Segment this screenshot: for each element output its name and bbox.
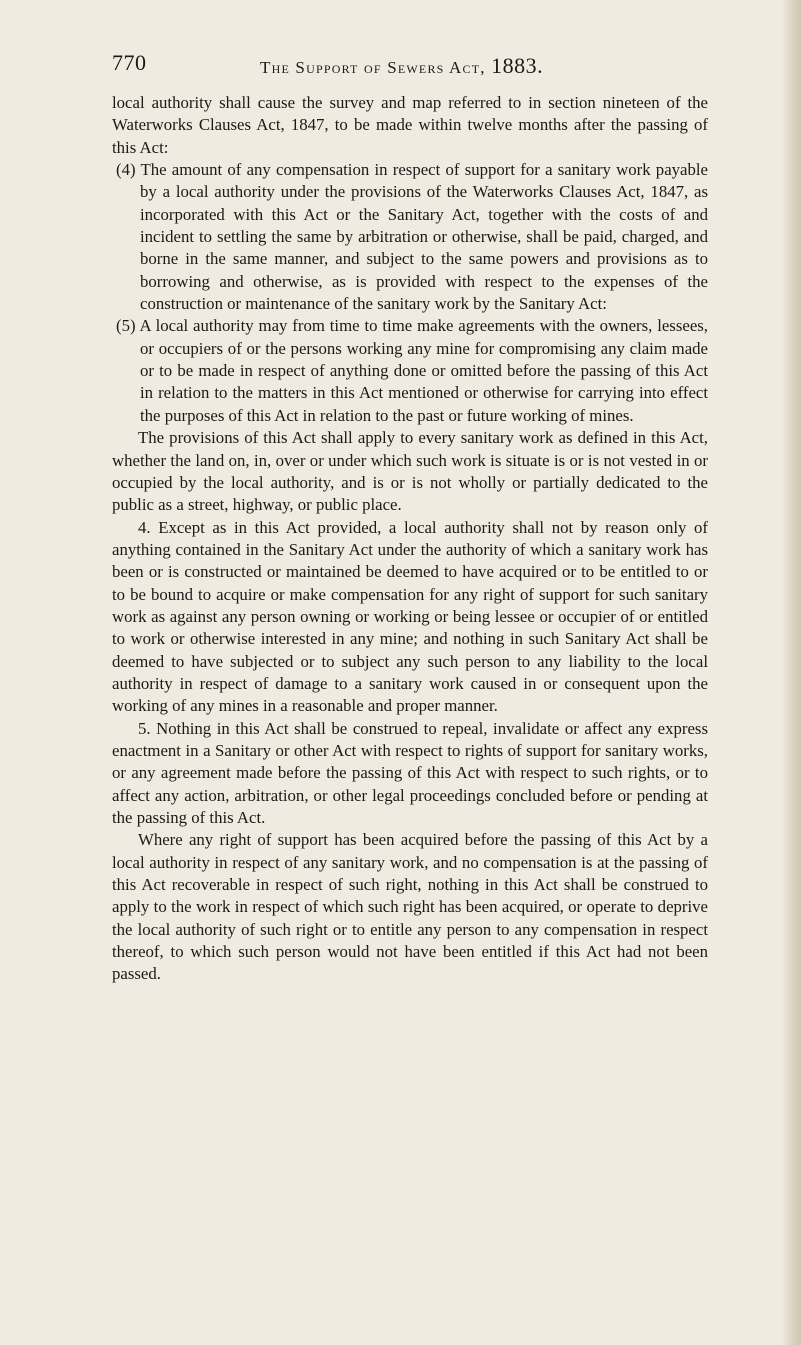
section-5: 5. Nothing in this Act shall be construed to repeal, invalidate or affect any express enactment in a Sanitary or other Act with respect to rights of support for sanitary works, or any agreement made before the passing of this Act with respect to such rights, or to affect any action, arbitration, or other legal proceedings concluded before or pending at the passing of this Act. [112,718,708,827]
running-title-year: 1883. [491,53,544,78]
page-number: 770 [112,50,147,75]
running-title [260,53,543,79]
page-edge-shadow [781,0,801,1345]
paragraph-application: The provisions of this Act shall apply to every sanitary work as defined in this Act, whether the land on, in, over or under which such work is situate is or is not vested in or occupied by the local authority, and is or is not wholly or partially dedicated to the public as a street, highway, or public place. [112,428,708,515]
running-title-text: The Support of Sewers Act, [260,58,486,77]
paragraph-continuation: local authority shall cause the survey and map referred to in section nineteen of the Waterworks Clauses Act, 1847, to be made within twelve months after the passing of this Act: [112,93,708,157]
clause-4: (4) The amount of any compensation in respect of support for a sanitary work payable by a local authority under the provisions of the Waterworks Clauses Act, 1847, as incorporated with this Act or the Sanitary Act, together with the costs of and incident to settling the same by arbitration or otherwise, shall be paid, charged, and borne in the same manner, and subject to the same powers and provisions as to borrowing and otherwise, as is provided with respect to the expenses of the construction or maintenance of the sanitary work by the Sanitary Act: [116,160,708,314]
paragraph-acquired-rights: Where any right of support has been acquired before the passing of this Act by a local authority in respect of any sanitary work, and no compensation is at the passing of this Act recoverable in respect of such right, nothing in this Act shall be construed to apply to the work in respect of which such right has been acquired, or operate to deprive the local authority of such right or to entitle any person to any compensation in respect thereof, to which such person would not have been entitled if this Act had not been passed. [112,830,708,984]
body-text [112,92,708,986]
section-4: 4. Except as in this Act provided, a local authority shall not by reason only of anything contained in the Sanitary Act under the authority of which a sanitary work has been or is constructed or maintained be deemed to have acquired or to be entitled to or to be bound to acquire or make compensation for any right of support for such sanitary work as against any person owning or working or being lessee or occupier of or entitled to work or otherwise interested in any mine; and nothing in such Sanitary Act shall be deemed to have subjected or to subject any such person to any liability to the local authority in respect of damage to a sanitary work caused in or consequent upon the working of any mines in a reasonable and proper manner. [112,517,708,716]
clause-5: (5) A local authority may from time to time make agreements with the owners, lessees, or occupiers of or the persons working any mine for compromising any claim made or to be made in respect of anything done or omitted before the passing of this Act in relation to the matters in this Act mentioned or otherwise for carrying into effect the purposes of this Act in relation to the past or future working of mines. [116,316,708,425]
page-header [112,50,712,80]
